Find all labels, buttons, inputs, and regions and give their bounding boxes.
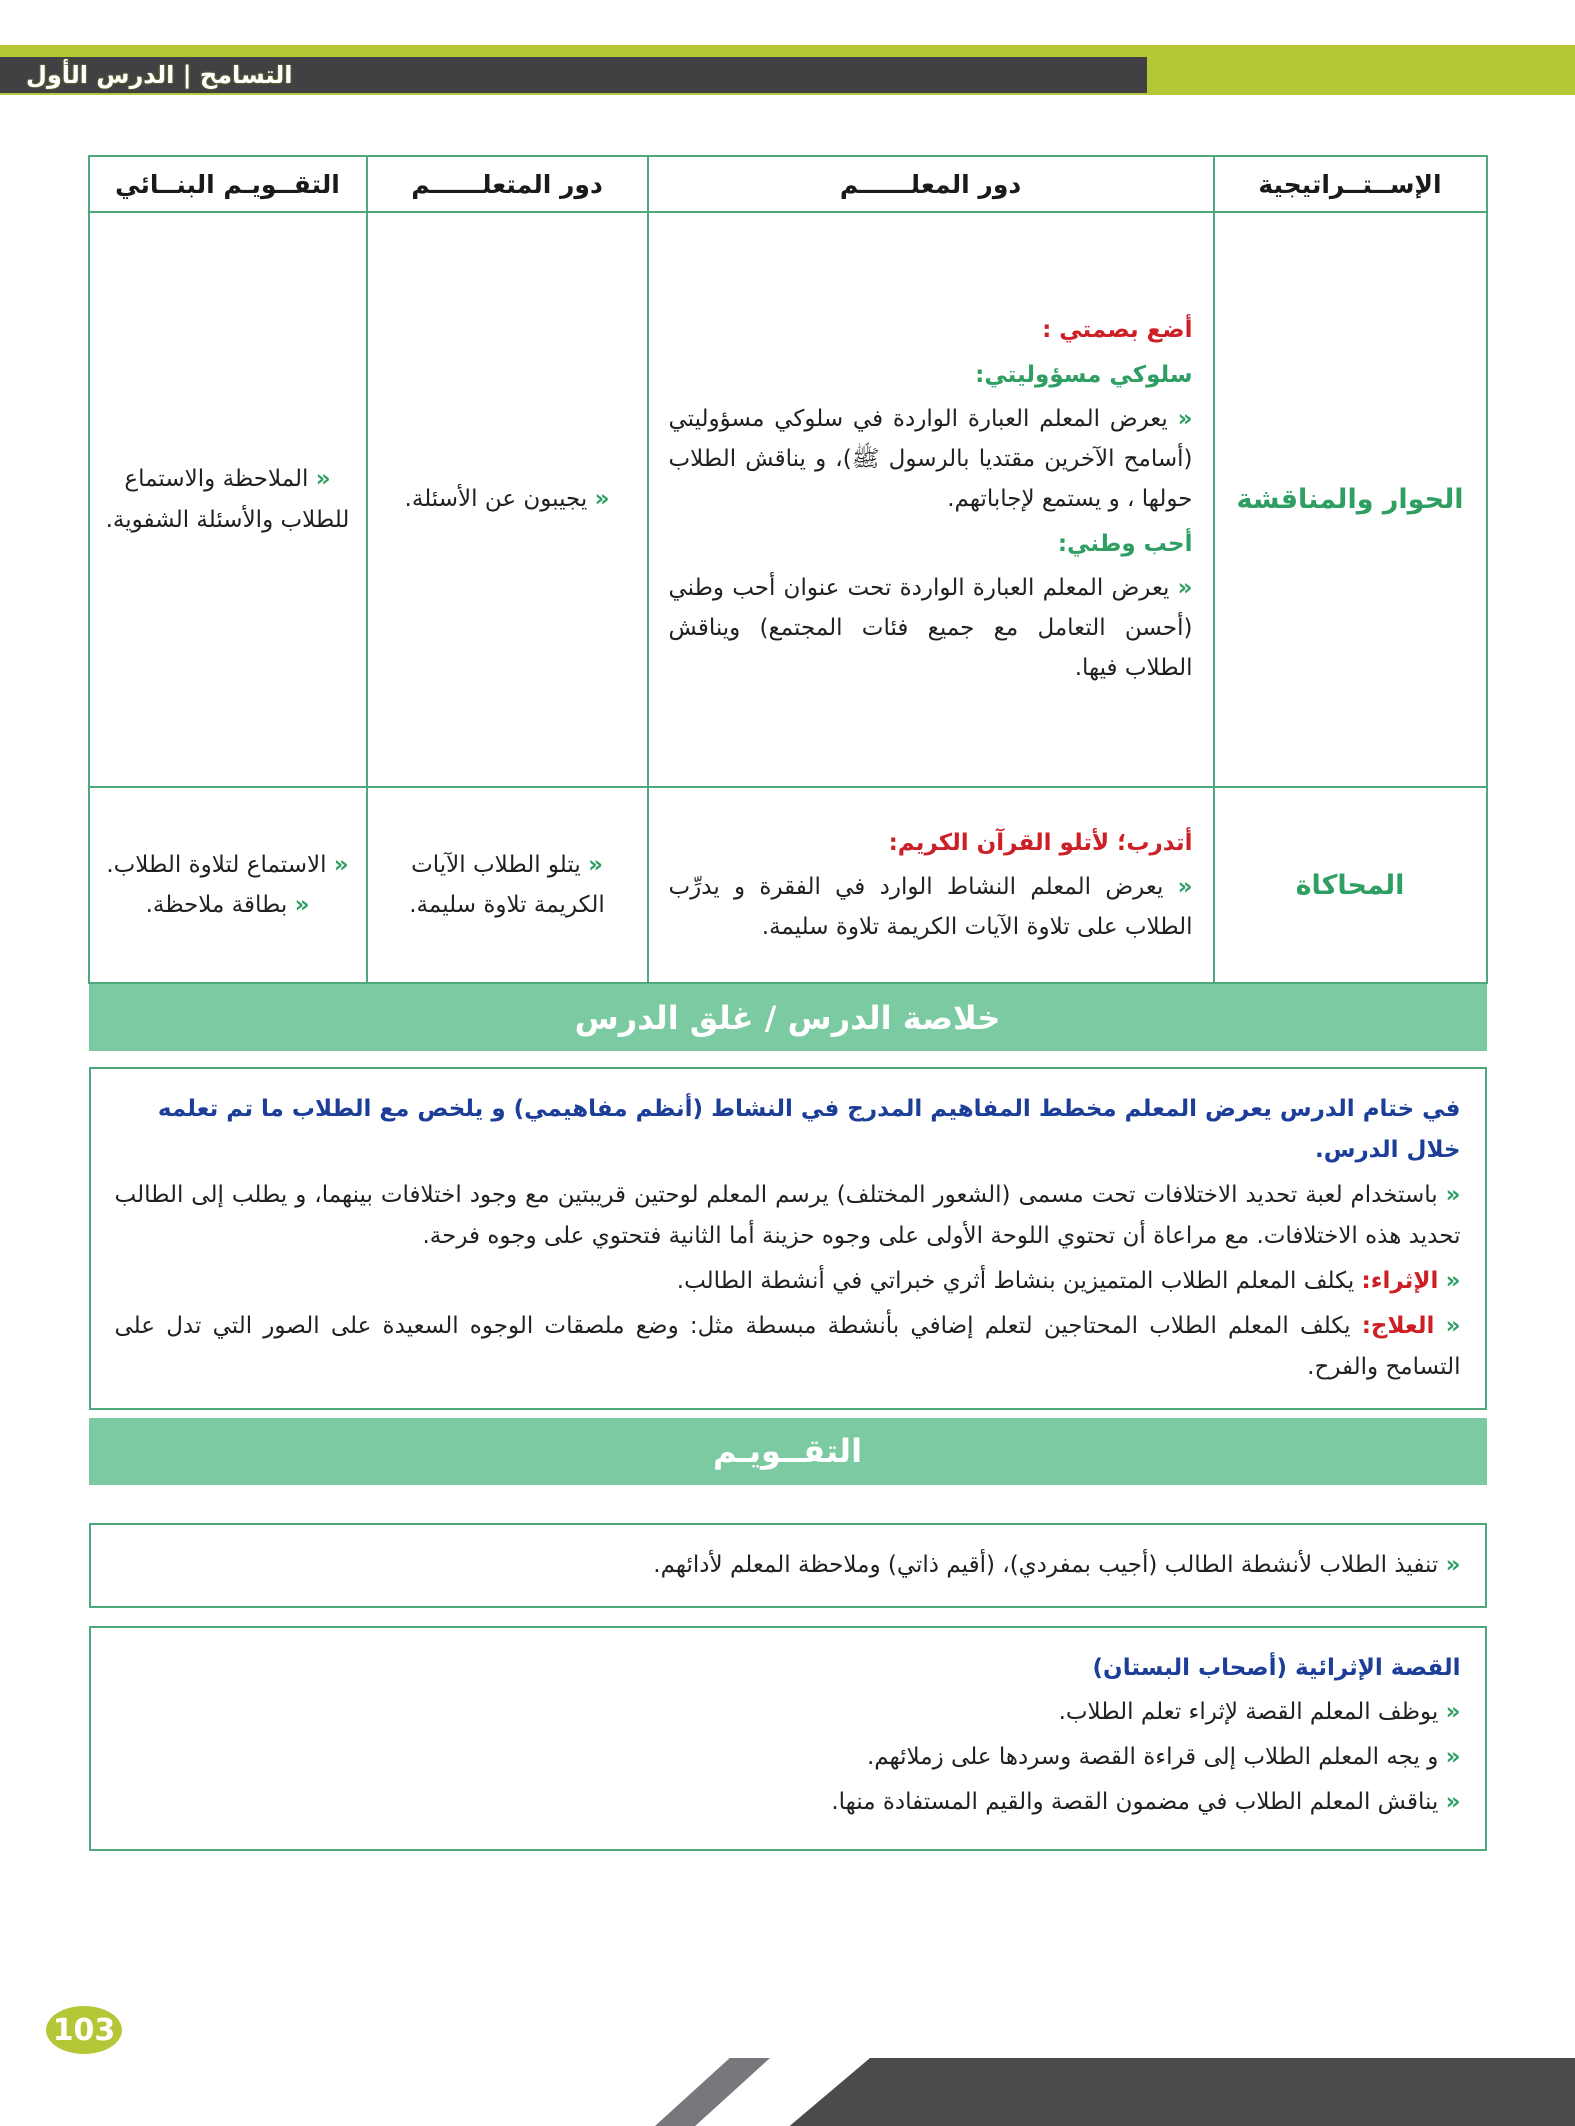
bullet-icon: «: [588, 851, 603, 878]
remedy-text: يكلف المعلم الطلاب المحتاجين لتعلم إضافي بأنشطة مبسطة مثل: وضع ملصقات الوجوه السعيدة على الصور التي تدل على التسامح والفرح.: [114, 1312, 1461, 1380]
bullet-icon: «: [1177, 405, 1193, 432]
learner-role-cell-2: [367, 787, 648, 983]
assessment-bullet-1: [104, 459, 352, 540]
teacher-role-cell-1: [648, 212, 1214, 787]
story-bullet-3-text: يناقش المعلم الطلاب في مضمون القصة والقيم المستفادة منها.: [831, 1789, 1439, 1816]
bullet-icon: «: [1445, 1699, 1461, 1726]
assessment-bullet-2-text: الاستماع لتلاوة الطلاب.: [106, 851, 327, 878]
remedy-label: العلاج:: [1361, 1312, 1435, 1339]
closure-bullet-1-text: باستخدام لعبة تحديد الاختلافات تحت مسمى (الشعور المختلف) يرسم المعلم لوحتين قريبتين مع وجود اختلافات بينهما، و يطلب إلى الطالب تحديد هذه الاختلافات. مع مراعاة أن تحتوي اللوحة الأولى على وجوه حزينة أما الثانية فتحتوي على وجوه فرحة.: [114, 1181, 1461, 1249]
footer-decoration: [640, 2058, 1575, 2126]
bullet-icon: «: [1177, 873, 1193, 900]
story-bullet-2: [115, 1737, 1461, 1778]
bullet-icon: «: [1445, 1551, 1461, 1578]
story-title: القصة الإثرائية (أصحاب البستان): [1092, 1654, 1461, 1681]
table-row-simulation: [89, 787, 1487, 983]
col-header-teacher: دور المعلــــــم: [648, 156, 1214, 212]
story-bullet-1: [115, 1692, 1461, 1733]
page-number-badge: [46, 2006, 122, 2054]
teacher-heading-red-2: أتدرب؛ لأتلو القرآن الكريم:: [888, 829, 1193, 856]
enrichment-label: الإثراء:: [1361, 1267, 1439, 1294]
story-bullet-2-text: و يجه المعلم الطلاب إلى قراءة القصة وسردها على زملائهم.: [866, 1744, 1439, 1771]
teacher-bullet-1: [669, 399, 1193, 520]
diagonal-stripe-large: [640, 2058, 1575, 2126]
assessment-cell-2: [89, 787, 367, 983]
teacher-bullet-1-text: يعرض المعلم العبارة الواردة في سلوكي مسؤوليتي (أسامح الآخرين مقتديا بالرسول ﷺ)، و يناقش الطلاب حولها ، و يستمع لإجاباتهم.: [668, 405, 1193, 513]
bullet-icon: «: [1445, 1181, 1461, 1208]
table-row-dialogue: [89, 212, 1487, 787]
bullet-icon: «: [594, 486, 610, 513]
teacher-bullet-2: [669, 568, 1193, 689]
teacher-bullet-2-text: يعرض المعلم العبارة الواردة تحت عنوان أحب وطني (أحسن التعامل مع جميع فئات المجتمع) ويناقش الطلاب فيها.: [668, 574, 1193, 682]
evaluation-box: [89, 1523, 1487, 1608]
bullet-icon: «: [333, 851, 349, 878]
table-header-row: [89, 156, 1487, 212]
teacher-heading-green-2: أحب وطني:: [1057, 530, 1193, 557]
closure-remedy: [115, 1306, 1461, 1388]
main-content: [0, 155, 1575, 1851]
teacher-heading-green-1: سلوكي مسؤوليتي:: [975, 361, 1193, 388]
story-bullet-1-text: يوظف المعلم القصة لإثراء تعلم الطلاب.: [1058, 1699, 1439, 1726]
top-banner: [0, 45, 1575, 95]
bullet-icon: «: [1445, 1267, 1461, 1294]
closure-enrichment: [115, 1261, 1461, 1302]
bullet-icon: «: [1177, 574, 1193, 601]
assessment-bullet-2: [104, 845, 352, 885]
lesson-title: التسامح | الدرس الأول: [26, 61, 293, 89]
bullet-icon: «: [1445, 1744, 1461, 1771]
page-number: 103: [52, 2012, 116, 2048]
learner-role-cell-1: [367, 212, 648, 787]
learner-bullet-1-text: يجيبون عن الأسئلة.: [404, 486, 588, 513]
learner-bullet-2-text: يتلو الطلاب الآيات الكريمة تلاوة سليمة.: [409, 851, 605, 918]
closure-box: [89, 1067, 1487, 1410]
teacher-bullet-3-text: يعرض المعلم النشاط الوارد في الفقرة و يدرِّب الطلاب على تلاوة الآيات الكريمة تلاوة سليمة.: [668, 873, 1193, 941]
lesson-title-strip: [0, 57, 1147, 93]
roles-table: [88, 155, 1488, 984]
assessment-bullet-1-text: الملاحظة والاستماع للطلاب والأسئلة الشفوية.: [105, 466, 350, 533]
closure-intro: في ختام الدرس يعرض المعلم مخطط المفاهيم المدرج في النشاط (أنظم مفاهيمي) و يلخص مع الطلاب ما تم تعلمه خلال الدرس.: [157, 1096, 1461, 1163]
evaluation-bullet: [653, 1545, 1460, 1586]
col-header-strategy: الإســتــراتيجية: [1214, 156, 1487, 212]
bullet-icon: «: [294, 892, 310, 918]
evaluation-text: تنفيذ الطلاب لأنشطة الطالب (أجيب بمفردي)، (أقيم ذاتي) وملاحظة المعلم لأدائهم.: [653, 1551, 1439, 1578]
strategy-dialogue: الحوار والمناقشة: [1214, 212, 1487, 787]
learner-bullet-1: [382, 479, 633, 519]
bullet-icon: «: [1445, 1789, 1461, 1816]
strategy-simulation: المحاكاة: [1214, 787, 1487, 983]
evaluation-banner: [89, 1418, 1487, 1485]
teacher-heading-red-1: أضع بصمتي :: [1042, 317, 1193, 344]
story-box: [89, 1626, 1487, 1852]
bullet-icon: «: [1445, 1312, 1461, 1339]
assessment-bullet-3: [104, 885, 352, 925]
learner-bullet-2: [382, 845, 633, 926]
closure-bullet-1: [115, 1175, 1461, 1257]
enrichment-text: يكلف المعلم الطلاب المتميزين بنشاط أثري خبراتي في أنشطة الطالب.: [676, 1267, 1355, 1294]
col-header-learner: دور المتعلــــــم: [367, 156, 648, 212]
bullet-icon: «: [315, 466, 331, 493]
assessment-bullet-3-text: بطاقة ملاحظة.: [145, 892, 288, 918]
col-header-assessment: التقــويـم البنــائي: [89, 156, 367, 212]
closure-banner: [89, 984, 1487, 1051]
assessment-cell-1: [89, 212, 367, 787]
teacher-bullet-3: [669, 867, 1193, 948]
evaluation-banner-label: التقــويـم: [712, 1432, 863, 1471]
story-bullet-3: [115, 1782, 1461, 1823]
teacher-role-cell-2: [648, 787, 1214, 983]
closure-banner-label: خلاصة الدرس / غلق الدرس: [574, 998, 1001, 1037]
